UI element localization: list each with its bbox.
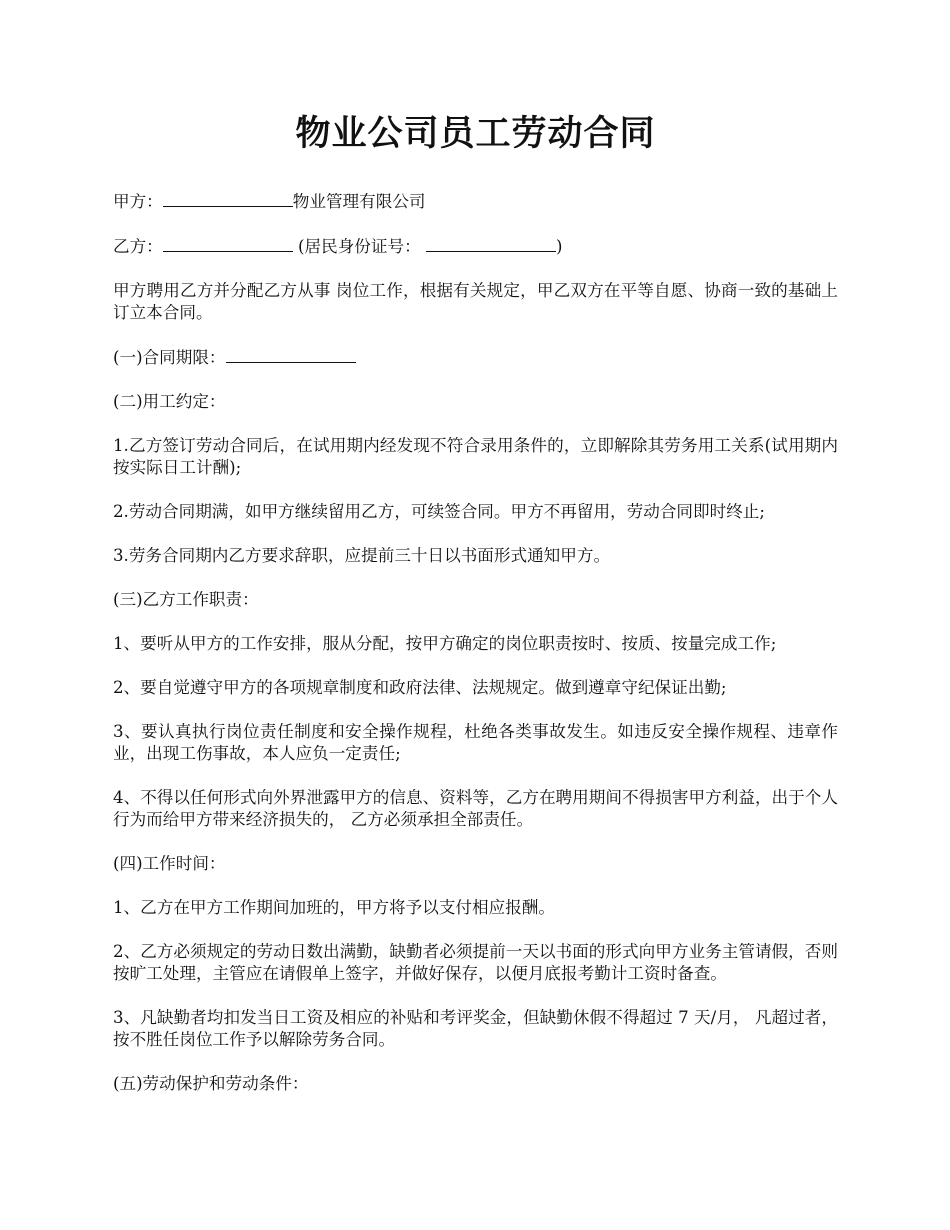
party-b-line [113, 235, 838, 258]
party-b-id-prefix: (居民身份证号： [292, 237, 421, 256]
party-b-id-blank [426, 235, 556, 252]
party-b-name-blank [163, 235, 293, 252]
party-a-name-blank [163, 190, 293, 207]
employment-clause-3: 3.劳务合同期内乙方要求辞职，应提前三十日以书面形式通知甲方。 [113, 546, 611, 565]
section-heading-labor-protection: (五)劳动保护和劳动条件： [113, 1074, 309, 1093]
employment-clause-2: 2.劳动合同期满，如甲方继续留用乙方，可续签合同。甲方不再留用，劳动合同即时终止; [113, 502, 765, 521]
section-heading-working-hours: (四)工作时间： [113, 854, 226, 873]
employment-clause-1: 1.乙方签订劳动合同后，在试用期内经发现不符合录用条件的，立即解除其劳务用工关系(试用期内按实际日工计酬); [113, 436, 838, 477]
section-heading-employment: (二)用工约定： [113, 392, 226, 411]
hours-clause-2: 2、乙方必须规定的劳动日数出满勤，缺勤者必须提前一天以书面的形式向甲方业务主管请假，否则按旷工处理，主管应在请假单上签字，并做好保存，以便月底报考勤计工资时备查。 [113, 942, 838, 983]
hours-clause-1: 1、乙方在甲方工作期间加班的，甲方将予以支付相应报酬。 [113, 898, 555, 917]
contract-term-label: (一)合同期限： [113, 348, 226, 367]
document-title: 物业公司员工劳动合同 [295, 113, 656, 154]
party-b-label: 乙方： [113, 237, 163, 256]
section-heading-duties: (三)乙方工作职责： [113, 590, 259, 609]
duty-clause-4: 4、不得以任何形式向外界泄露甲方的信息、资料等，乙方在聘用期间不得损害甲方利益，出于个人行为而给甲方带来经济损失的， 乙方必须承担全部责任。 [113, 788, 838, 829]
duty-clause-3: 3、要认真执行岗位责任制度和安全操作规程，杜绝各类事故发生。如违反安全操作规程、违章作业，出现工伤事故，本人应负一定责任; [113, 722, 838, 763]
contract-term-blank [226, 346, 356, 363]
hours-clause-3: 3、凡缺勤者均扣发当日工资及相应的补贴和考评奖金，但缺勤休假不得超过 7 天/月， 凡超过者，按不胜任岗位工作予以解除劳务合同。 [113, 1008, 838, 1049]
party-a-line [113, 190, 838, 213]
party-a-suffix: 物业管理有限公司 [292, 192, 426, 211]
duty-clause-1: 1、要听从甲方的工作安排，服从分配，按甲方确定的岗位职责按时、按质、按量完成工作; [113, 634, 777, 653]
duty-clause-2: 2、要自觉遵守甲方的各项规章制度和政府法律、法规规定。做到遵章守纪保证出勤; [113, 678, 727, 697]
party-a-label: 甲方： [113, 192, 163, 211]
contract-term-line [113, 346, 838, 369]
intro-paragraph: 甲方聘用乙方并分配乙方从事 岗位工作，根据有关规定，甲乙双方在平等自愿、协商一致的基础上订立本合同。 [113, 281, 838, 322]
party-b-id-suffix: ) [555, 237, 563, 256]
